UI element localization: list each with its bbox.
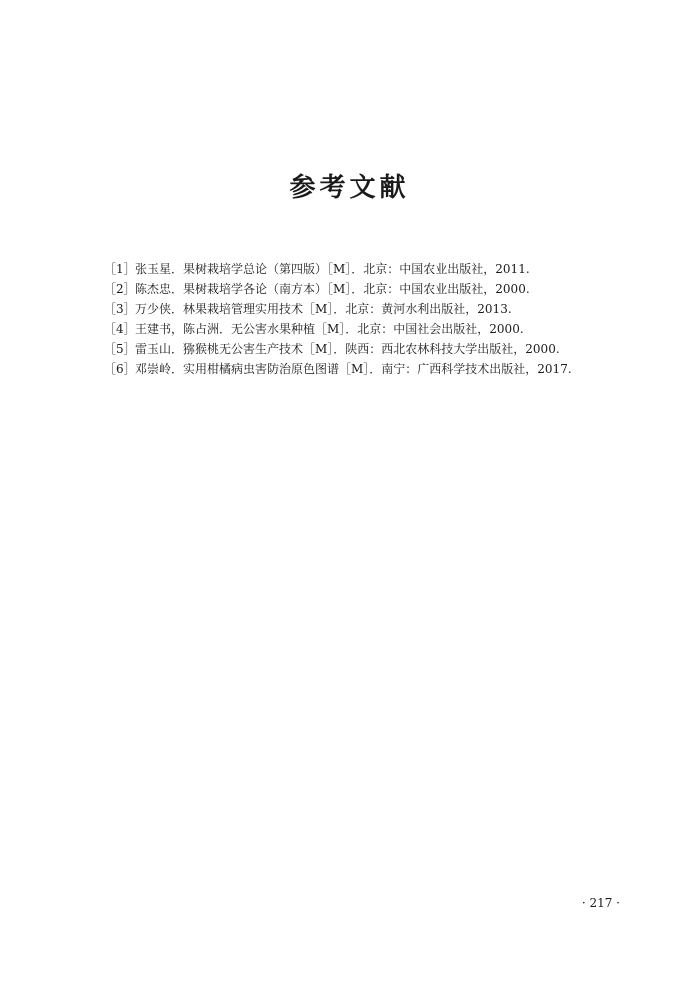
page-number: · 217 ·	[581, 896, 620, 910]
reference-number: ［6］	[104, 362, 136, 376]
reference-item	[104, 279, 625, 299]
reference-list	[104, 259, 625, 379]
reference-text: 张玉星．果树栽培学总论（第四版）［M］．北京：中国农业出版社，2011.	[135, 262, 530, 276]
reference-item	[104, 259, 625, 279]
reference-item	[104, 339, 625, 359]
reference-number: ［5］	[104, 342, 136, 356]
reference-number: ［3］	[104, 302, 136, 316]
reference-text: 万少侠．林果栽培管理实用技术［M］．北京：黄河水利出版社，2013.	[135, 302, 512, 316]
reference-text: 邓崇岭．实用柑橘病虫害防治原色图谱［M］．南宁：广西科学技术出版社，2017.	[135, 362, 572, 376]
reference-item	[104, 299, 625, 319]
reference-item	[104, 319, 625, 339]
reference-number: ［2］	[104, 282, 136, 296]
reference-text: 雷玉山．猕猴桃无公害生产技术［M］．陕西：西北农林科技大学出版社，2000.	[135, 342, 560, 356]
reference-number: ［1］	[104, 262, 136, 276]
reference-number: ［4］	[104, 322, 136, 336]
page-title: 参考文献	[289, 173, 410, 203]
reference-text: 王建书，陈占洲．无公害水果种植［M］．北京：中国社会出版社，2000.	[135, 322, 524, 336]
reference-text: 陈杰忠．果树栽培学各论（南方本）［M］．北京：中国农业出版社，2000.	[135, 282, 530, 296]
reference-item	[104, 359, 625, 379]
